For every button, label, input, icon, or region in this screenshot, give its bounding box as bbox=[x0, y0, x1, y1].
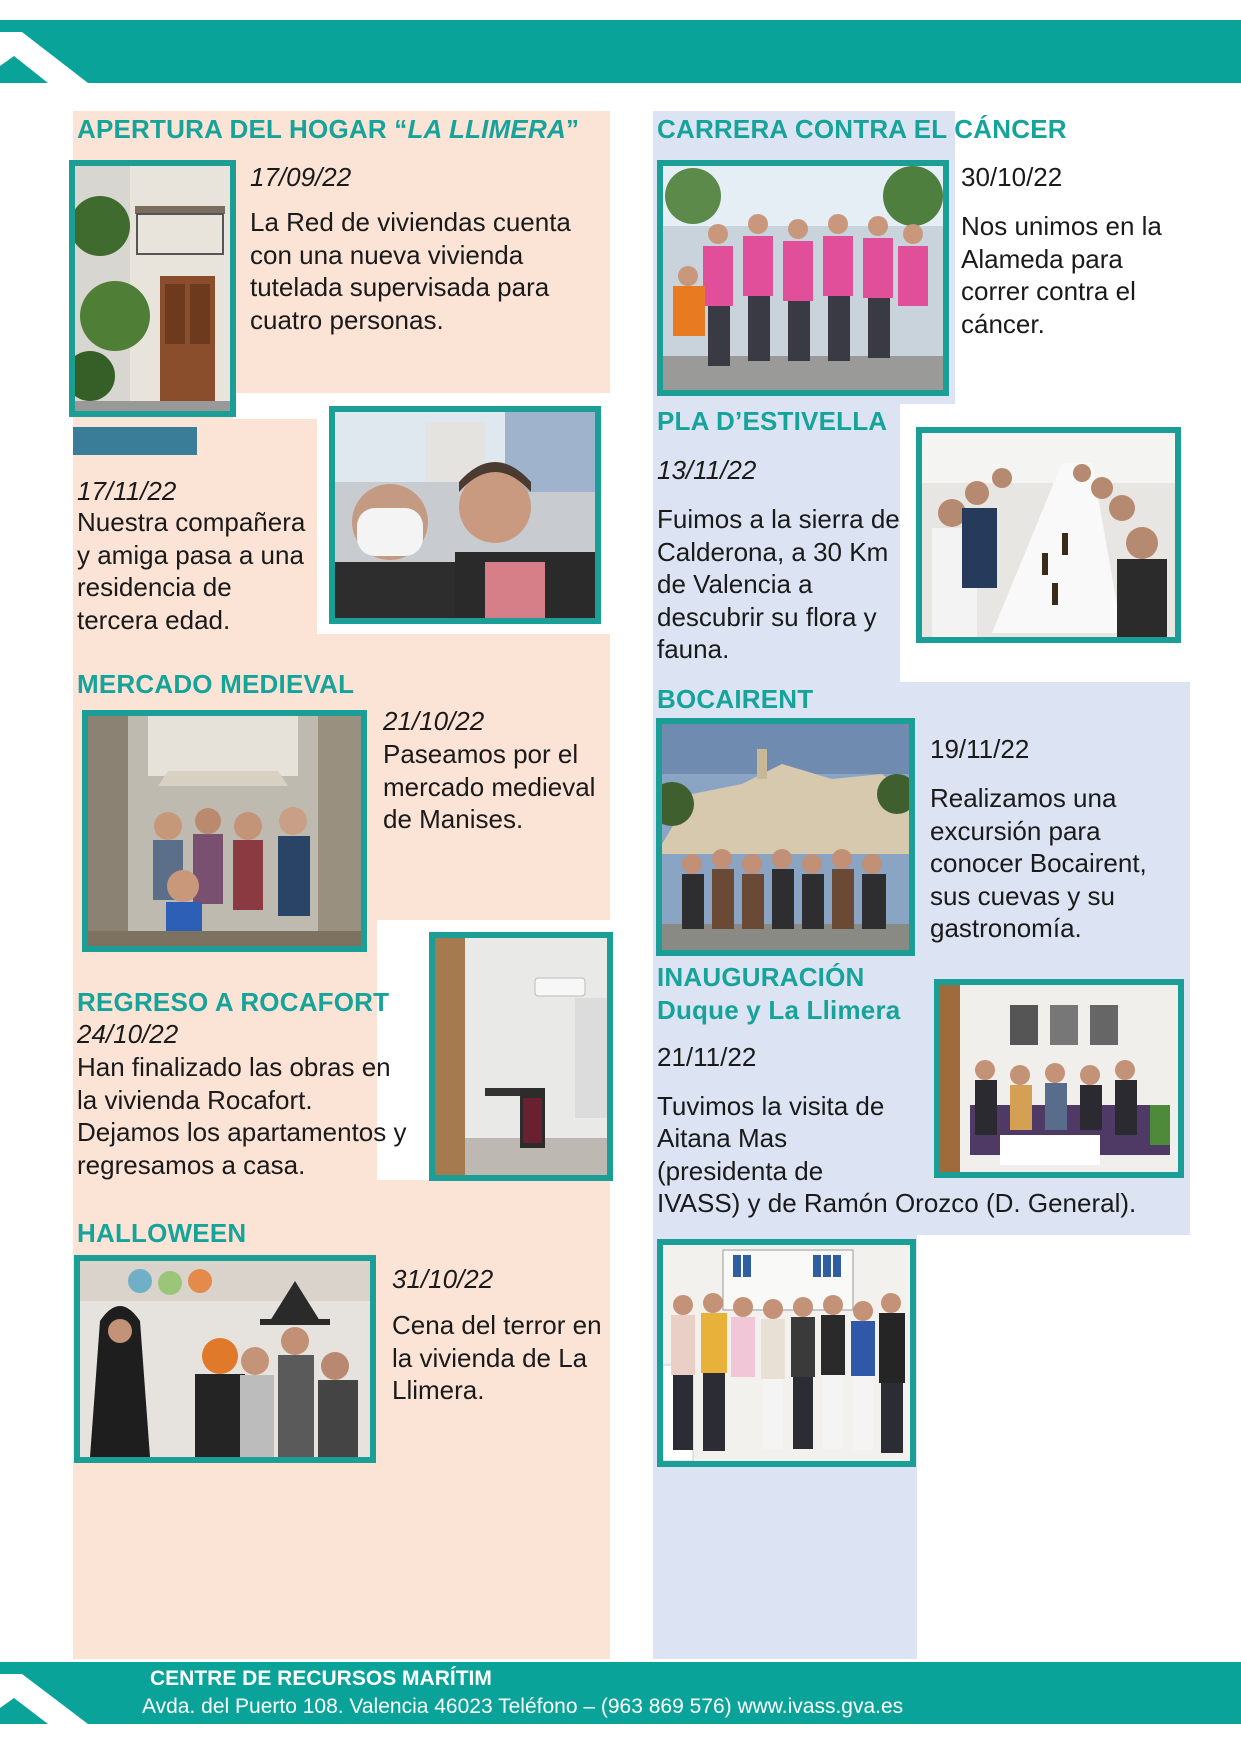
footer-org: CENTRE DE RECURSOS MARÍTIM bbox=[150, 1667, 492, 1690]
date-inauguracion: 21/11/22 bbox=[657, 1042, 757, 1072]
photo-farewell-selfie bbox=[329, 406, 601, 624]
header-chevron-logo bbox=[0, 20, 100, 83]
section-title-pla: PLA D’ESTIVELLA bbox=[657, 406, 888, 436]
photo-pla-estivella-lunch bbox=[916, 427, 1181, 643]
section-title-bocairent: BOCAIRENT bbox=[657, 684, 814, 714]
date-despedida: 17/11/22 bbox=[77, 476, 177, 506]
title-part: ” bbox=[565, 114, 580, 144]
photo-carrera-contra-cancer bbox=[657, 160, 949, 396]
section-title-mercado: MERCADO MEDIEVAL bbox=[77, 669, 355, 699]
date-apertura: 17/09/22 bbox=[250, 162, 352, 192]
body-rocafort: Han finalizado las obras en la vivienda Rocafort. Dejamos los apartamentos y regresamos a casa. bbox=[77, 1052, 407, 1180]
section-title-inauguracion: INAUGURACIÓN bbox=[657, 962, 865, 992]
footer-chevron-logo bbox=[0, 1662, 100, 1724]
date-rocafort: 24/10/22 bbox=[77, 1019, 179, 1049]
title-part-italic: LA LLIMERA bbox=[407, 114, 566, 144]
date-halloween: 31/10/22 bbox=[392, 1264, 494, 1294]
body-inauguracion-line4: IVASS) y de Ramón Orozco (D. General). bbox=[657, 1188, 1137, 1218]
section-title-halloween: HALLOWEEN bbox=[77, 1218, 247, 1248]
body-mercado: Paseamos por el mercado medieval de Manises. bbox=[383, 739, 596, 834]
date-carrera: 30/10/22 bbox=[961, 162, 1063, 192]
section-title-rocafort: REGRESO A ROCAFORT bbox=[77, 987, 390, 1017]
photo-inauguracion-group bbox=[657, 1239, 916, 1467]
body-inauguracion-line2: Aitana Mas bbox=[657, 1123, 788, 1153]
section-title-apertura bbox=[77, 114, 579, 145]
body-despedida: Nuestra compañera y amiga pasa a una residencia de tercera edad. bbox=[77, 507, 306, 635]
photo-la-llimera-building bbox=[69, 160, 236, 417]
header-band bbox=[0, 20, 1241, 83]
photo-inauguracion-sofa bbox=[934, 979, 1184, 1178]
title-part: APERTURA DEL HOGAR “ bbox=[77, 114, 408, 144]
photo-bocairent bbox=[656, 718, 915, 956]
date-pla: 13/11/22 bbox=[657, 455, 757, 485]
body-carrera: Nos unimos en la Alameda para correr contra el cáncer. bbox=[961, 211, 1162, 339]
photo-mercado-medieval bbox=[82, 710, 367, 952]
body-inauguracion-line1: Tuvimos la visita de bbox=[657, 1091, 885, 1121]
section-title-carrera: CARRERA CONTRA EL CÁNCER bbox=[657, 114, 1067, 144]
footer-address: Avda. del Puerto 108. Valencia 46023 Teléfono – (963 869 576) www.ivass.gva.es bbox=[142, 1695, 904, 1718]
body-pla: Fuimos a la sierra de Calderona, a 30 Km de Valencia a descubrir su flora y fauna. bbox=[657, 504, 900, 664]
body-bocairent: Realizamos una excursión para conocer Bocairent, sus cuevas y su gastronomía. bbox=[930, 783, 1147, 943]
section-subtitle-inauguracion: Duque y La Llimera bbox=[657, 995, 901, 1025]
date-mercado: 21/10/22 bbox=[383, 706, 485, 736]
photo-halloween bbox=[74, 1255, 376, 1463]
date-bocairent: 19/11/22 bbox=[930, 734, 1030, 764]
body-inauguracion-line3: (presidenta de bbox=[657, 1156, 824, 1186]
photo-rocafort-room bbox=[429, 932, 613, 1181]
gap bbox=[917, 1235, 1190, 1659]
body-halloween: Cena del terror en la vivienda de La Llimera. bbox=[392, 1310, 602, 1405]
accent-bar bbox=[73, 427, 197, 455]
body-apertura: La Red de viviendas cuenta con una nueva vivienda tutelada supervisada para cuatro personas. bbox=[250, 207, 571, 335]
